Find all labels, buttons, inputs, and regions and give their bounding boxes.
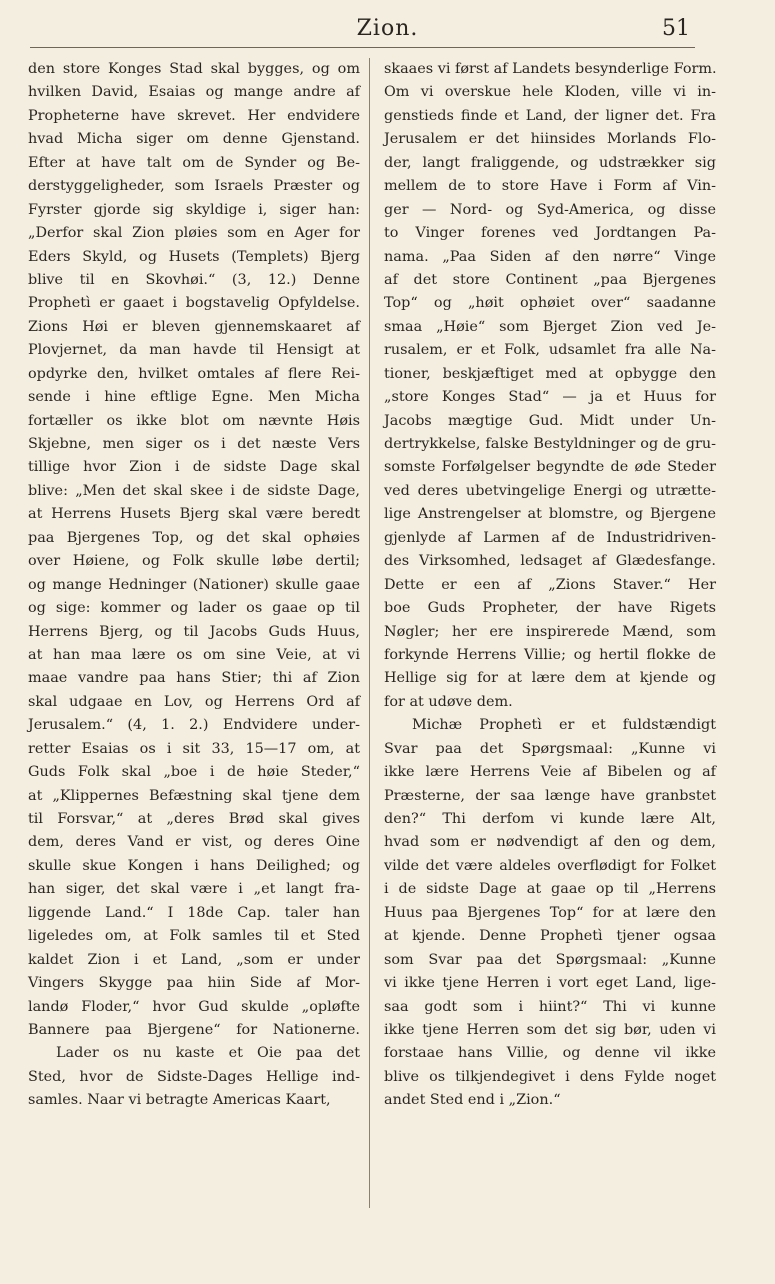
text-line: nama. „Paa Siden af den nørre“ Vinge [384, 248, 716, 265]
text-line: hvad som er nødvendigt af den og dem, [384, 834, 716, 851]
text-line: hvad Micha siger om denne Gjenstand. [28, 131, 360, 148]
text-line: Top“ og „høit ophøiet over“ saadanne [384, 295, 716, 312]
text-line: skal udgaae en Lov, og Herrens Ord af [28, 693, 360, 710]
text-line: Propheterne have skrevet. Her endvidere [28, 107, 360, 124]
text-line: Jerusalem er det hiinsides Morlands Flo- [384, 131, 716, 148]
text-line: kaldet Zion i et Land, „som er under [28, 951, 360, 968]
text-line: som Svar paa det Spørgsmaal: „Kunne [384, 951, 716, 968]
text-line: Efter at have talt om de Synder og Be- [28, 154, 360, 171]
page-number: 51 [662, 16, 690, 41]
text-line: han siger, det skal være i „et langt fra- [28, 881, 360, 898]
text-line: ikke tjene Herren som det sig bør, uden vi [384, 1021, 716, 1038]
text-line: blive os tilkjendegivet i dens Fylde noget [384, 1068, 716, 1085]
text-line: Guds Folk skal „boe i de høie Steder,“ [28, 764, 360, 781]
text-line: skulle skue Kongen i hans Deilighed; og [28, 857, 360, 874]
text-line: at han maa lære os om sine Veie, at vi [28, 646, 360, 663]
text-line: saa godt som i hiint?“ Thi vi kunne [384, 998, 716, 1015]
text-line: ved deres ubetvingelige Energi og utrætte- [384, 482, 716, 499]
text-line: ikke lære Herrens Veie af Bibelen og af [384, 764, 716, 781]
text-line: til Forsvar,“ at „deres Brød skal gives [28, 811, 360, 827]
right-column [384, 58, 716, 1113]
text-line: forstaae hans Villie, og denne vil ikke [384, 1045, 716, 1062]
text-line: rusalem, er et Folk, udsamlet fra alle Na- [384, 342, 716, 359]
text-line: Sted, hvor de Sidste-Dages Hellige ind- [28, 1068, 360, 1085]
text-line: Prophetì er gaaet i bogstavelig Opfyldelse. [28, 295, 360, 312]
text-line: hvilken David, Esaias og mange andre af [28, 84, 360, 101]
text-line: Om vi overskue hele Kloden, ville vi in- [384, 84, 716, 101]
page-title: Zion. [356, 16, 419, 41]
text-line: andet Sted end i „Zion.“ [384, 1092, 561, 1109]
text-line: liggende Land.“ I 18de Cap. taler han [28, 904, 360, 921]
text-line: smaa „Høie“ som Bjerget Zion ved Je- [384, 318, 716, 335]
text-line: retter Esaias os i sit 33, 15—17 om, at [28, 740, 360, 757]
text-line: at „Klippernes Befæstning skal tjene dem [28, 787, 360, 804]
text-line: den?“ Thi derfom vi kunde lære Alt, [384, 811, 716, 827]
text-line: i de sidste Dage at gaae op til „Herrens [384, 881, 716, 898]
text-line: „store Konges Stad“ — ja et Huus for [384, 389, 716, 406]
text-line: for at udøve dem. [384, 693, 513, 710]
text-line: sende i hine eftlige Egne. Men Micha [28, 389, 360, 406]
text-line: genstieds finde et Land, der ligner det. Fra [384, 107, 716, 124]
text-line: Huus paa Bjergenes Top“ for at lære den [384, 904, 716, 921]
column-divider [369, 58, 370, 1208]
text-line: blive til en Skovhøi.“ (3, 12.) Denne [28, 271, 360, 288]
text-line: tillige hvor Zion i de sidste Dage skal [28, 459, 360, 476]
text-line: der, langt fraliggende, og udstrækker sig [384, 154, 716, 171]
left-column [28, 58, 360, 1113]
text-line: somste Forfølgelser begyndte de øde Steder [384, 459, 716, 476]
text-line: den store Konges Stad skal bygges, og om [28, 61, 360, 77]
text-line: ger — Nord- og Syd-America, og disse [384, 201, 716, 218]
header-rule [30, 47, 695, 48]
text-line: des Virksomhed, ledsaget af Glædesfange. [384, 553, 716, 570]
text-line: Lader os nu kaste et Oie paa det [56, 1045, 360, 1062]
text-line: Michæ Prophetì er et fuldstændigt [412, 717, 716, 734]
text-line: maae vandre paa hans Stier; thi af Zion [28, 670, 360, 687]
text-line: mellem de to store Have i Form af Vin- [384, 178, 716, 195]
text-line: og mange Hedninger (Nationer) skulle gaae [28, 576, 360, 593]
text-line: dertrykkelse, falske Bestyldninger og de gru- [384, 436, 716, 452]
text-line: derstyggeligheder, som Israels Præster og [28, 178, 360, 195]
text-line: Jacobs mægtige Gud. Midt under Un- [384, 412, 716, 429]
text-line: dem, deres Vand er vist, og deres Oine [28, 834, 360, 851]
text-line: at Herrens Husets Bjerg skal være beredt [28, 506, 360, 523]
text-line: tioner, beskjæftiget med at opbygge den [384, 365, 716, 382]
text-line: samles. Naar vi betragte Americas Kaart, [28, 1092, 331, 1109]
text-line: Nøgler; her ere inspirerede Mænd, som [384, 623, 716, 640]
text-line: blive: „Men det skal skee i de sidste Dage, [28, 482, 360, 499]
running-head [0, 14, 775, 44]
text-line: forkynde Herrens Villie; og hertil flokke de [384, 646, 716, 663]
text-line: Præsterne, der saa længe have granbstet [384, 787, 716, 804]
text-line: Svar paa det Spørgsmaal: „Kunne vi [384, 740, 716, 757]
text-line: Dette er een af „Zions Staver.“ Her [384, 576, 716, 593]
text-line: Hellige sig for at lære dem at kjende og [384, 670, 716, 687]
text-line: vilde det være aldeles overflødigt for Folket [384, 857, 716, 874]
text-line: gjenlyde af Larmen af de Industridriven- [384, 529, 716, 546]
text-line: lige Anstrengelser at blomstre, og Bjergene [384, 506, 716, 523]
text-line: Vingers Skygge paa hiin Side af Mor- [28, 975, 360, 992]
text-line: Herrens Bjerg, og til Jacobs Guds Huus, [28, 623, 360, 640]
text-line: paa Bjergenes Top, og det skal ophøies [28, 529, 360, 546]
text-line: vi ikke tjene Herren i vort eget Land, lige- [384, 975, 716, 992]
text-line: Bannere paa Bjergene“ for Nationerne. [28, 1021, 360, 1038]
text-line: „Derfor skal Zion pløies som en Ager for [28, 225, 360, 242]
text-line: af det store Continent „paa Bjergenes [384, 271, 716, 288]
text-line: boe Guds Propheter, der have Rigets [384, 600, 716, 617]
text-line: landø Floder,“ hvor Gud skulde „opløfte [28, 998, 360, 1015]
text-line: over Høiene, og Folk skulle løbe dertil; [28, 553, 360, 570]
text-line: at kjende. Denne Prophetì tjener ogsaa [384, 928, 716, 945]
text-line: Plovjernet, da man havde til Hensigt at [28, 342, 360, 359]
text-line: Zions Høi er bleven gjennemskaaret af [28, 318, 360, 335]
text-line: Fyrster gjorde sig skyldige i, siger han: [28, 201, 360, 218]
text-line: Skjebne, men siger os i det næste Vers [28, 436, 360, 452]
text-line: og sige: kommer og lader os gaae op til [28, 600, 360, 617]
text-line: fortæller os ikke blot om nævnte Høis [28, 412, 360, 429]
text-line: opdyrke den, hvilket omtales af flere Rei- [28, 365, 360, 382]
text-line: skaaes vi først af Landets besynderlige Form. [384, 61, 717, 77]
text-line: Jerusalem.“ (4, 1. 2.) Endvidere under- [28, 717, 360, 734]
text-line: ligeledes om, at Folk samles til et Sted [28, 928, 360, 945]
text-line: Eders Skyld, og Husets (Templets) Bjerg [28, 248, 360, 265]
text-line: to Vinger forenes ved Jordtangen Pa- [384, 225, 716, 242]
